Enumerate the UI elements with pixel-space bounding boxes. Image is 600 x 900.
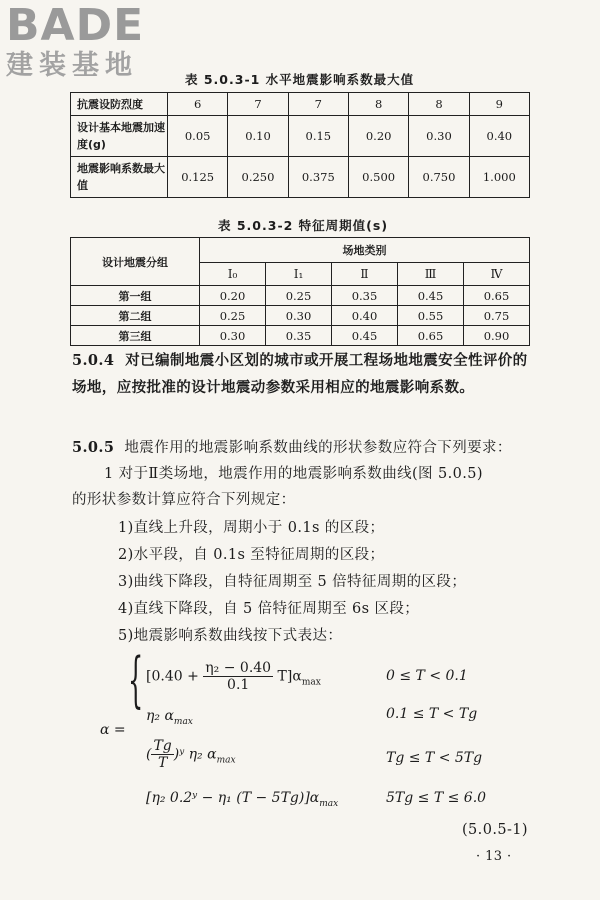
table-row [71, 157, 530, 198]
formula-case-1: [0.40 + $\frac{\text{η₂ − 0.40}}{0.1}$ $T]\alpha_{max}$ [146, 660, 321, 693]
cell: 7 [288, 93, 348, 116]
cell: 0.65 [464, 286, 530, 306]
class-header: I₀ [200, 263, 266, 286]
cell: 0.375 [288, 157, 348, 198]
case2-sub: max [173, 716, 193, 727]
formula-case-4 [146, 790, 338, 809]
cell: 0.15 [288, 116, 348, 157]
cell: 0.250 [228, 157, 288, 198]
table-row [71, 306, 530, 326]
formula-lhs: α = [100, 722, 126, 738]
case1-denominator: 0.1 [227, 677, 250, 693]
cell: 0.25 [266, 286, 332, 306]
watermark-logo [6, 2, 176, 82]
case1-sub: max [301, 677, 321, 688]
table1-caption: 表 5.0.3-1 水平地震影响系数最大值 [185, 72, 415, 87]
cell: 1.000 [469, 157, 529, 198]
cell: 0.55 [398, 306, 464, 326]
cell: 0.30 [409, 116, 469, 157]
cell: 7 [228, 93, 288, 116]
table2 [70, 237, 530, 346]
subitem-4: 4)直线下降段，自 5 倍特征周期至 6s 区段； [118, 601, 420, 617]
cell: 0.25 [200, 306, 266, 326]
clause-text: 对已编制地震小区划的城市或开展工程场地地震安全性评价的场地，应按批准的设计地震动参数采用相应的地震影响系数。 [72, 352, 528, 396]
cell: 0.40 [469, 116, 529, 157]
cell: 0.40 [332, 306, 398, 326]
clause-number: 5.0.5 [72, 439, 115, 456]
case3-sub: max [216, 755, 236, 766]
cell: 0.20 [348, 116, 408, 157]
case1-fraction [203, 660, 273, 693]
case1-suffix: T]α [277, 668, 302, 685]
cell: 8 [348, 93, 408, 116]
subitem-2: 2)水平段，自 0.1s 至特征周期的区段； [118, 547, 385, 563]
row-label: 地震影响系数最大值 [71, 157, 168, 198]
group-label: 第三组 [71, 326, 200, 346]
subitem-1: 1)直线上升段，周期小于 0.1s 的区段； [118, 520, 385, 536]
cell: 0.65 [398, 326, 464, 346]
case1-numerator: η₂ − 0.40 [205, 660, 272, 676]
cell: 6 [168, 93, 228, 116]
clause-text: 地震作用的地震影响系数曲线的形状参数应符合下列要求： [124, 440, 512, 456]
subitem-5: 5)地震影响系数曲线按下式表达： [118, 628, 343, 644]
table-header-row [71, 238, 530, 263]
condition-4: 5Tg ≤ T ≤ 6.0 [386, 790, 487, 806]
case1-prefix: 0.40 + [151, 668, 199, 685]
row-label: 抗震设防烈度 [71, 93, 168, 116]
class-header: Ⅱ [332, 263, 398, 286]
brace-icon: { [128, 645, 144, 715]
condition-3: Tg ≤ T < 5Tg [386, 750, 483, 766]
class-header: I₁ [266, 263, 332, 286]
cell: 0.750 [409, 157, 469, 198]
cell: 0.30 [200, 326, 266, 346]
logo-sub-text: 建装基地 [6, 50, 138, 81]
cell: 8 [409, 93, 469, 116]
cell: 0.35 [266, 326, 332, 346]
logo-main-text: BADE [6, 0, 145, 51]
cell: 0.45 [332, 326, 398, 346]
clause-number: 5.0.4 [72, 352, 115, 369]
case4-text: [η₂ 0.2ʸ − η₁ (T − 5Tg)]α [146, 790, 320, 806]
cell: 0.45 [398, 286, 464, 306]
cell: 0.125 [168, 157, 228, 198]
case2-text: η₂ α [146, 708, 174, 724]
group-header: 设计地震分组 [71, 238, 200, 286]
case3-fraction [151, 738, 173, 771]
group-label: 第一组 [71, 286, 200, 306]
cell: 0.500 [348, 157, 408, 198]
row-label: 设计基本地震加速度(g) [71, 116, 168, 157]
cell: 0.20 [200, 286, 266, 306]
page-number: · 13 · [476, 849, 512, 864]
clause-5-0-5 [72, 436, 512, 457]
table1 [70, 92, 530, 198]
clause-5-0-4 [72, 347, 542, 401]
condition-1: 0 ≤ T < 0.1 [386, 668, 468, 684]
cell: 0.90 [464, 326, 530, 346]
formula-case-3: ( $\frac{Tg}{T}$ )ʸ η₂ $\alpha_{max}$ [146, 738, 236, 771]
table-row [71, 286, 530, 306]
cell: 0.05 [168, 116, 228, 157]
cell: 0.10 [228, 116, 288, 157]
table2-caption: 表 5.0.3-2 特征周期值(s) [218, 218, 389, 233]
item-1-line-1: 1 对于Ⅱ类场地，地震作用的地震影响系数曲线(图 5.0.5) [104, 466, 483, 482]
subitem-3: 3)曲线下降段，自特征周期至 5 倍特征周期的区段； [118, 574, 467, 590]
condition-2: 0.1 ≤ T < Tg [386, 706, 478, 722]
cell: 0.30 [266, 306, 332, 326]
class-header: Ⅳ [464, 263, 530, 286]
group-label: 第二组 [71, 306, 200, 326]
table-row [71, 326, 530, 346]
cell: 9 [469, 93, 529, 116]
table-row [71, 116, 530, 157]
formula-number: (5.0.5-1) [462, 822, 528, 838]
case3-denominator: T [157, 755, 168, 771]
case3-numerator: Tg [153, 738, 172, 754]
class-header: Ⅲ [398, 263, 464, 286]
table-row [71, 93, 530, 116]
cell: 0.35 [332, 286, 398, 306]
site-class-header: 场地类别 [200, 238, 530, 263]
case4-sub: max [319, 798, 339, 809]
item-1-line-2: 的形状参数计算应符合下列规定： [72, 492, 296, 508]
cell: 0.75 [464, 306, 530, 326]
formula-case-2 [146, 708, 193, 727]
case3-suffix: )ʸ η₂ α [173, 746, 217, 763]
